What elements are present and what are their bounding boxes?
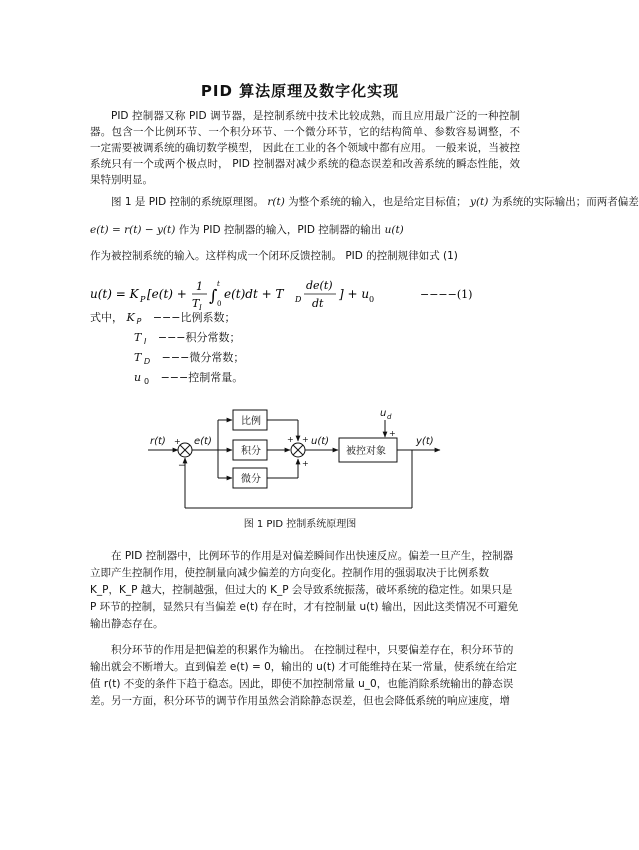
formula-ti: T bbox=[192, 297, 200, 310]
pid-block-diagram bbox=[140, 398, 460, 528]
label-block-d: 微分 bbox=[241, 474, 261, 485]
def-sub: 0 bbox=[144, 377, 150, 387]
r-symbol: r(t) bbox=[267, 196, 285, 208]
formula-lhs: u(t) = K bbox=[90, 287, 139, 301]
formula-label: −−−−(1) bbox=[420, 288, 473, 301]
pid-formula bbox=[90, 276, 520, 312]
def-text: −−−比例系数； bbox=[152, 311, 236, 324]
fig-intro-text-1a: 图 1 是 PID 控制的系统原理图。 bbox=[111, 196, 265, 208]
definition-row bbox=[90, 308, 244, 328]
fig-intro-text-3a: 作为被控制系统的输入。这样构成一个闭环反馈控制。 PID 的控制规律如式 (1) bbox=[90, 250, 458, 262]
label-plus-2: + bbox=[287, 435, 294, 444]
fig-intro-line-2 bbox=[90, 222, 520, 237]
figure-caption: 图 1 PID 控制系统原理图 bbox=[243, 519, 357, 530]
def-text: −−−微分常数； bbox=[161, 351, 245, 364]
def-text: −−−控制常量。 bbox=[160, 371, 244, 384]
formula-integrand: e(t)dt + T bbox=[224, 287, 284, 301]
formula-sub-0: 0 bbox=[369, 295, 375, 304]
def-sub: P bbox=[136, 317, 142, 327]
fig-intro-text-2a: 作为 PID 控制器的输入，PID 控制器的输出 bbox=[178, 224, 382, 236]
label-ud-sub: d bbox=[387, 413, 392, 421]
def-symbol: T bbox=[134, 331, 142, 344]
page-title: PID 算法原理及数字化实现 bbox=[200, 82, 400, 100]
definition-row bbox=[90, 348, 244, 368]
label-block-p: 比例 bbox=[241, 416, 261, 427]
def-sub: I bbox=[144, 337, 147, 347]
formula-int-upper: t bbox=[217, 280, 220, 288]
def-symbol: u bbox=[134, 371, 142, 384]
label-u: u(t) bbox=[311, 436, 330, 447]
fig-intro-text-1c: 为系统的实际输出；而两者偏差 bbox=[491, 196, 639, 208]
formula-sub-d: D bbox=[295, 295, 302, 304]
label-plus-1: + bbox=[174, 437, 181, 446]
fig-intro-line-1 bbox=[90, 194, 639, 209]
formula-de: de(t) bbox=[306, 279, 333, 292]
label-minus: − bbox=[178, 461, 186, 471]
defs-prefix: 式中， bbox=[90, 311, 123, 324]
intro-text: PID 控制器又称 PID 调节器，是控制系统中技术比较成熟，而且应用最广泛的一种控制器。包含一个比例环节、一个积分环节、一个微分环节，它的结构简单、参数容易调整，不一定需要被调系统的确切数学模型， 因此在工业的各个领域中都有应用。 一般来说，当被控系统只有一个或两个极点时， PID 控制器对减少系统的稳态误差和改善系统的瞬态性能，效果特别明显。 bbox=[90, 110, 520, 186]
y-symbol: y(t) bbox=[470, 196, 489, 208]
formula-one: 1 bbox=[196, 280, 203, 293]
definition-row bbox=[90, 368, 244, 388]
formula-tail: ] + u bbox=[339, 287, 370, 301]
def-symbol: T bbox=[134, 351, 142, 364]
def-text: −−−积分常数； bbox=[157, 331, 241, 344]
label-plus-3: + bbox=[302, 435, 309, 444]
label-block-plant: 被控对象 bbox=[346, 446, 386, 457]
fig-intro-line-3 bbox=[90, 248, 520, 263]
formula-dt: dt bbox=[312, 297, 324, 310]
intro-paragraph bbox=[90, 108, 520, 188]
body-text bbox=[90, 548, 520, 719]
formula-integral: ∫ bbox=[209, 286, 218, 305]
symbol-definitions bbox=[90, 308, 244, 388]
paragraph-integral: 积分环节的作用是把偏差的积累作为输出。 在控制过程中，只要偏差存在，积分环节的输出就会不断增大。直到偏差 e(t) = 0，输出的 u(t) 才可能维持在某一常量，使系统在给定值 r(t) 不变的条件下趋于稳态。因此，即使不加控制常量 u_0，也能消除系统输出的静态误差。另一方面，积分环节的调节作用虽然会消除静态误差，但也会降低系统的响应速度，增 bbox=[90, 644, 517, 707]
label-y: y(t) bbox=[416, 436, 434, 447]
formula-sub-p: P bbox=[140, 295, 146, 304]
formula-sub-i: I bbox=[199, 304, 202, 312]
label-r: r(t) bbox=[150, 436, 166, 447]
label-e: e(t) bbox=[194, 436, 212, 447]
u-symbol: u(t) bbox=[384, 224, 404, 236]
formula-int-lower: 0 bbox=[217, 300, 222, 308]
fig-intro-text-1b: 为整个系统的输入，也是给定目标值； bbox=[288, 196, 467, 208]
formula-bracket: [e(t) + bbox=[147, 287, 187, 301]
error-equation: e(t) = r(t) − y(t) bbox=[90, 224, 176, 236]
definition-row bbox=[90, 328, 244, 348]
label-plus-4: + bbox=[302, 459, 309, 468]
paragraph-proportional: 在 PID 控制器中，比例环节的作用是对偏差瞬间作出快速反应。偏差一旦产生，控制器立即产生控制作用，使控制量向减少偏差的方向变化。控制作用的强弱取决于比例系数 K_P，K_P 越大，控制越强，但过大的 K_P 会导致系统振荡，破坏系统的稳定性。如果只是 P 环节的控制，显然只有当偏差 e(t) 存在时，才有控制量 u(t) 输出，因此这类情况不可避免输出静态存在。 bbox=[90, 550, 519, 630]
def-sub: D bbox=[144, 357, 151, 367]
def-symbol: K bbox=[126, 311, 135, 324]
label-ud: u bbox=[380, 408, 387, 419]
block-diagram-svg bbox=[140, 398, 460, 518]
pid-formula-svg bbox=[90, 276, 520, 312]
label-plus-5: + bbox=[389, 429, 396, 438]
label-block-i: 积分 bbox=[241, 446, 261, 457]
